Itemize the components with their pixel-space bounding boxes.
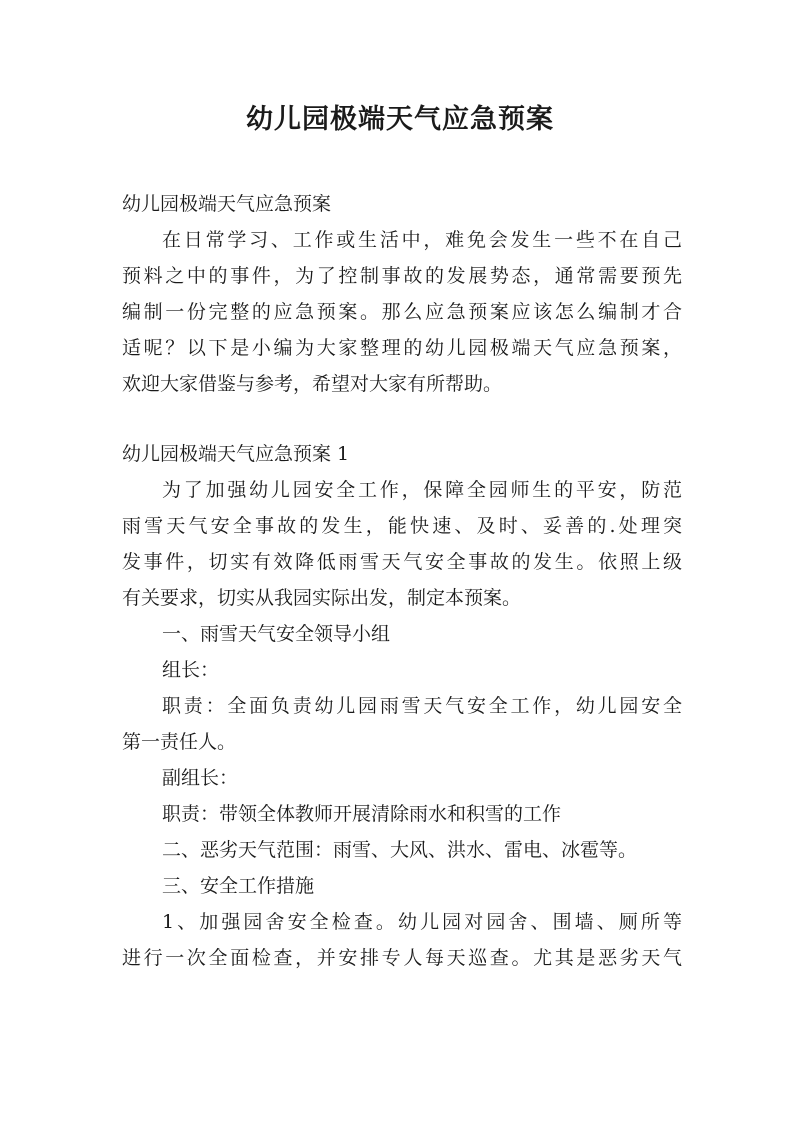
text-line: 适呢？以下是小编为大家整理的幼儿园极端天气应急预案，	[122, 337, 682, 359]
text-line: 职责：全面负责幼儿园雨雪天气安全工作，幼儿园安全	[162, 695, 682, 717]
text-line: 预料之中的事件，为了控制事故的发展势态，通常需要预先	[122, 265, 682, 287]
text-line: 二、恶劣天气范围：雨雪、大风、洪水、雷电、冰雹等。	[162, 839, 638, 861]
text-line: 1、加强园舍安全检查。幼儿园对园舍、围墙、厕所等	[162, 911, 682, 933]
text-line: 发事件，切实有效降低雨雪天气安全事故的发生。依照上级	[122, 551, 682, 573]
text-line: 在日常学习、工作或生活中，难免会发生一些不在自己	[162, 229, 682, 251]
text-line: 为了加强幼儿园安全工作，保障全园师生的平安，防范	[162, 479, 682, 501]
text-line: 一、雨雪天气安全领导小组	[162, 623, 391, 645]
text-line: 欢迎大家借鉴与参考，希望对大家有所帮助。	[122, 373, 503, 395]
document-title: 幼儿园极端天气应急预案	[246, 104, 554, 135]
text-line: 幼儿园极端天气应急预案	[122, 193, 332, 215]
text-line: 职责：带领全体教师开展清除雨水和积雪的工作	[162, 803, 562, 825]
text-line: 组长：	[162, 659, 220, 681]
document-body	[122, 186, 682, 976]
text-line: 第一责任人。	[122, 731, 237, 753]
text-line: 雨雪天气安全事故的发生，能快速、及时、妥善的.处理突	[122, 515, 682, 537]
text-line: 有关要求，切实从我园实际出发，制定本预案。	[122, 587, 522, 609]
paragraph-gap	[122, 402, 682, 436]
text-line: 编制一份完整的应急预案。那么应急预案应该怎么编制才合	[122, 301, 682, 323]
text-line: 三、安全工作措施	[162, 875, 315, 897]
text-line: 进行一次全面检查，并安排专人每天巡查。尤其是恶劣天气	[122, 947, 682, 969]
text-line: 副组长：	[162, 767, 239, 789]
text-line: 幼儿园极端天气应急预案 1	[122, 443, 350, 465]
